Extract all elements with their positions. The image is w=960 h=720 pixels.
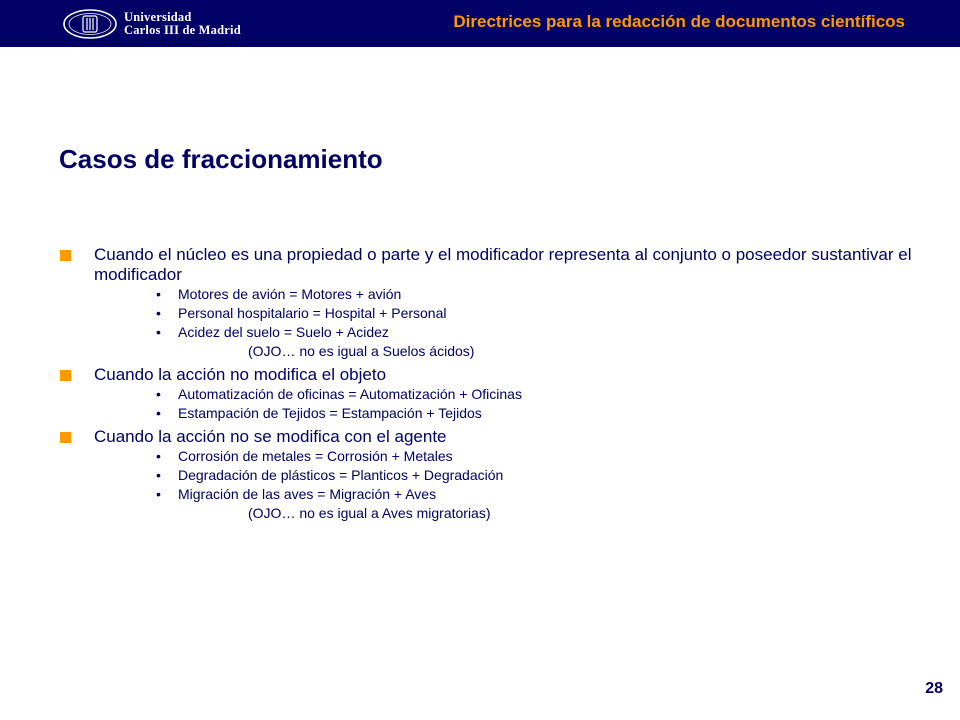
university-name-line2: Carlos III de Madrid: [124, 23, 241, 37]
dot-bullet-icon: •: [156, 448, 161, 464]
bullet-level1: [60, 365, 920, 385]
dot-bullet-icon: •: [156, 305, 161, 321]
bullet-text: Degradación de plásticos = Planticos + Degradación: [178, 467, 504, 483]
dot-bullet-icon: •: [156, 467, 161, 483]
bullet-text: Motores de avión = Motores + avión: [178, 286, 402, 302]
dot-bullet-icon: •: [156, 405, 161, 421]
university-seal-icon: [62, 9, 118, 39]
bullet-text: Migración de las aves = Migración + Aves: [178, 486, 437, 502]
bullet-text: Estampación de Tejidos = Estampación + Tejidos: [178, 405, 482, 421]
bullet-text: Cuando la acción no se modifica con el agente: [94, 427, 447, 446]
dot-bullet-icon: •: [156, 486, 161, 502]
bullet-text: Cuando el núcleo es una propiedad o parte y el modificador representa al conjunto o poseedor sustantivar el modificador: [94, 245, 912, 284]
bullet-level2: [60, 385, 920, 404]
bullet-level2: [60, 323, 920, 342]
orange-square-bullet-icon: [60, 250, 71, 261]
note-text: (OJO… no es igual a Suelos ácidos): [248, 343, 475, 359]
presentation-title: Directrices para la redacción de documentos científicos: [453, 12, 905, 31]
bullet-level2: [60, 404, 920, 423]
slide-content: [60, 245, 920, 523]
header-bar: [0, 0, 960, 47]
dot-bullet-icon: •: [156, 324, 161, 340]
bullet-level2: [60, 485, 920, 504]
university-logo: [62, 7, 241, 41]
bullet-level2: [60, 466, 920, 485]
bullet-text: Acidez del suelo = Suelo + Acidez: [178, 324, 389, 340]
bullet-level1: [60, 245, 920, 285]
bullet-text: Cuando la acción no modifica el objeto: [94, 365, 387, 384]
bullet-level1: [60, 427, 920, 447]
orange-square-bullet-icon: [60, 370, 71, 381]
page-number: 28: [925, 680, 943, 697]
bullet-text: Automatización de oficinas = Automatización + Oficinas: [178, 386, 522, 402]
bullet-text: Personal hospitalario = Hospital + Personal: [178, 305, 447, 321]
university-name-line1: Universidad: [124, 10, 192, 24]
dot-bullet-icon: •: [156, 286, 161, 302]
dot-bullet-icon: •: [156, 386, 161, 402]
bullet-level2: [60, 285, 920, 304]
slide-title: Casos de fraccionamiento: [59, 144, 383, 174]
orange-square-bullet-icon: [60, 432, 71, 443]
bullet-level2: [60, 304, 920, 323]
note-text: (OJO… no es igual a Aves migratorias): [248, 505, 491, 521]
bullet-level2: [60, 447, 920, 466]
bullet-text: Corrosión de metales = Corrosión + Metales: [178, 448, 453, 464]
